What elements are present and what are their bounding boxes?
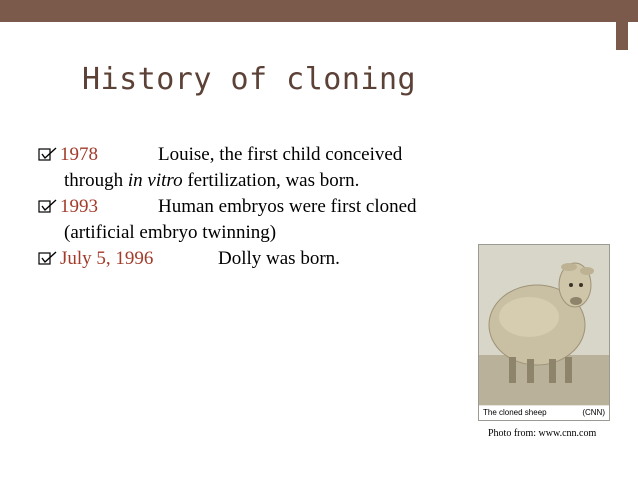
- photo-caption: The cloned sheep: [483, 408, 547, 417]
- bullet-list: [38, 142, 508, 272]
- item-continuation: (artificial embryo twinning): [64, 222, 277, 243]
- item-continuation: [38, 168, 508, 194]
- item-text: Louise, the first child conceived: [158, 144, 403, 165]
- list-item: [38, 246, 508, 272]
- photo-credit: Photo from: www.cnn.com: [488, 428, 597, 439]
- cont-text: fertilization, was born.: [182, 170, 360, 191]
- cont-italic: in vitro: [127, 170, 183, 191]
- header-bar: [0, 0, 638, 22]
- item-year: 1978: [60, 144, 98, 165]
- item-year: 1993: [60, 196, 98, 217]
- list-item: [38, 142, 508, 168]
- checkbox-bullet-icon: [38, 251, 60, 265]
- photo-source-tag: (CNN): [582, 408, 605, 417]
- corner-tab: [616, 0, 628, 50]
- photo-caption-strip: [479, 406, 609, 420]
- item-text: Human embryos were first cloned: [158, 196, 417, 217]
- sheep-image: [479, 245, 609, 405]
- cont-text: through: [64, 170, 128, 191]
- item-year: July 5, 1996: [60, 248, 154, 269]
- item-text: Dolly was born.: [218, 248, 340, 269]
- checkbox-bullet-icon: [38, 147, 60, 161]
- list-item: [38, 194, 508, 220]
- slide-title: History of cloning: [82, 62, 417, 97]
- checkbox-bullet-icon: [38, 199, 60, 213]
- sheep-photo: [478, 244, 610, 421]
